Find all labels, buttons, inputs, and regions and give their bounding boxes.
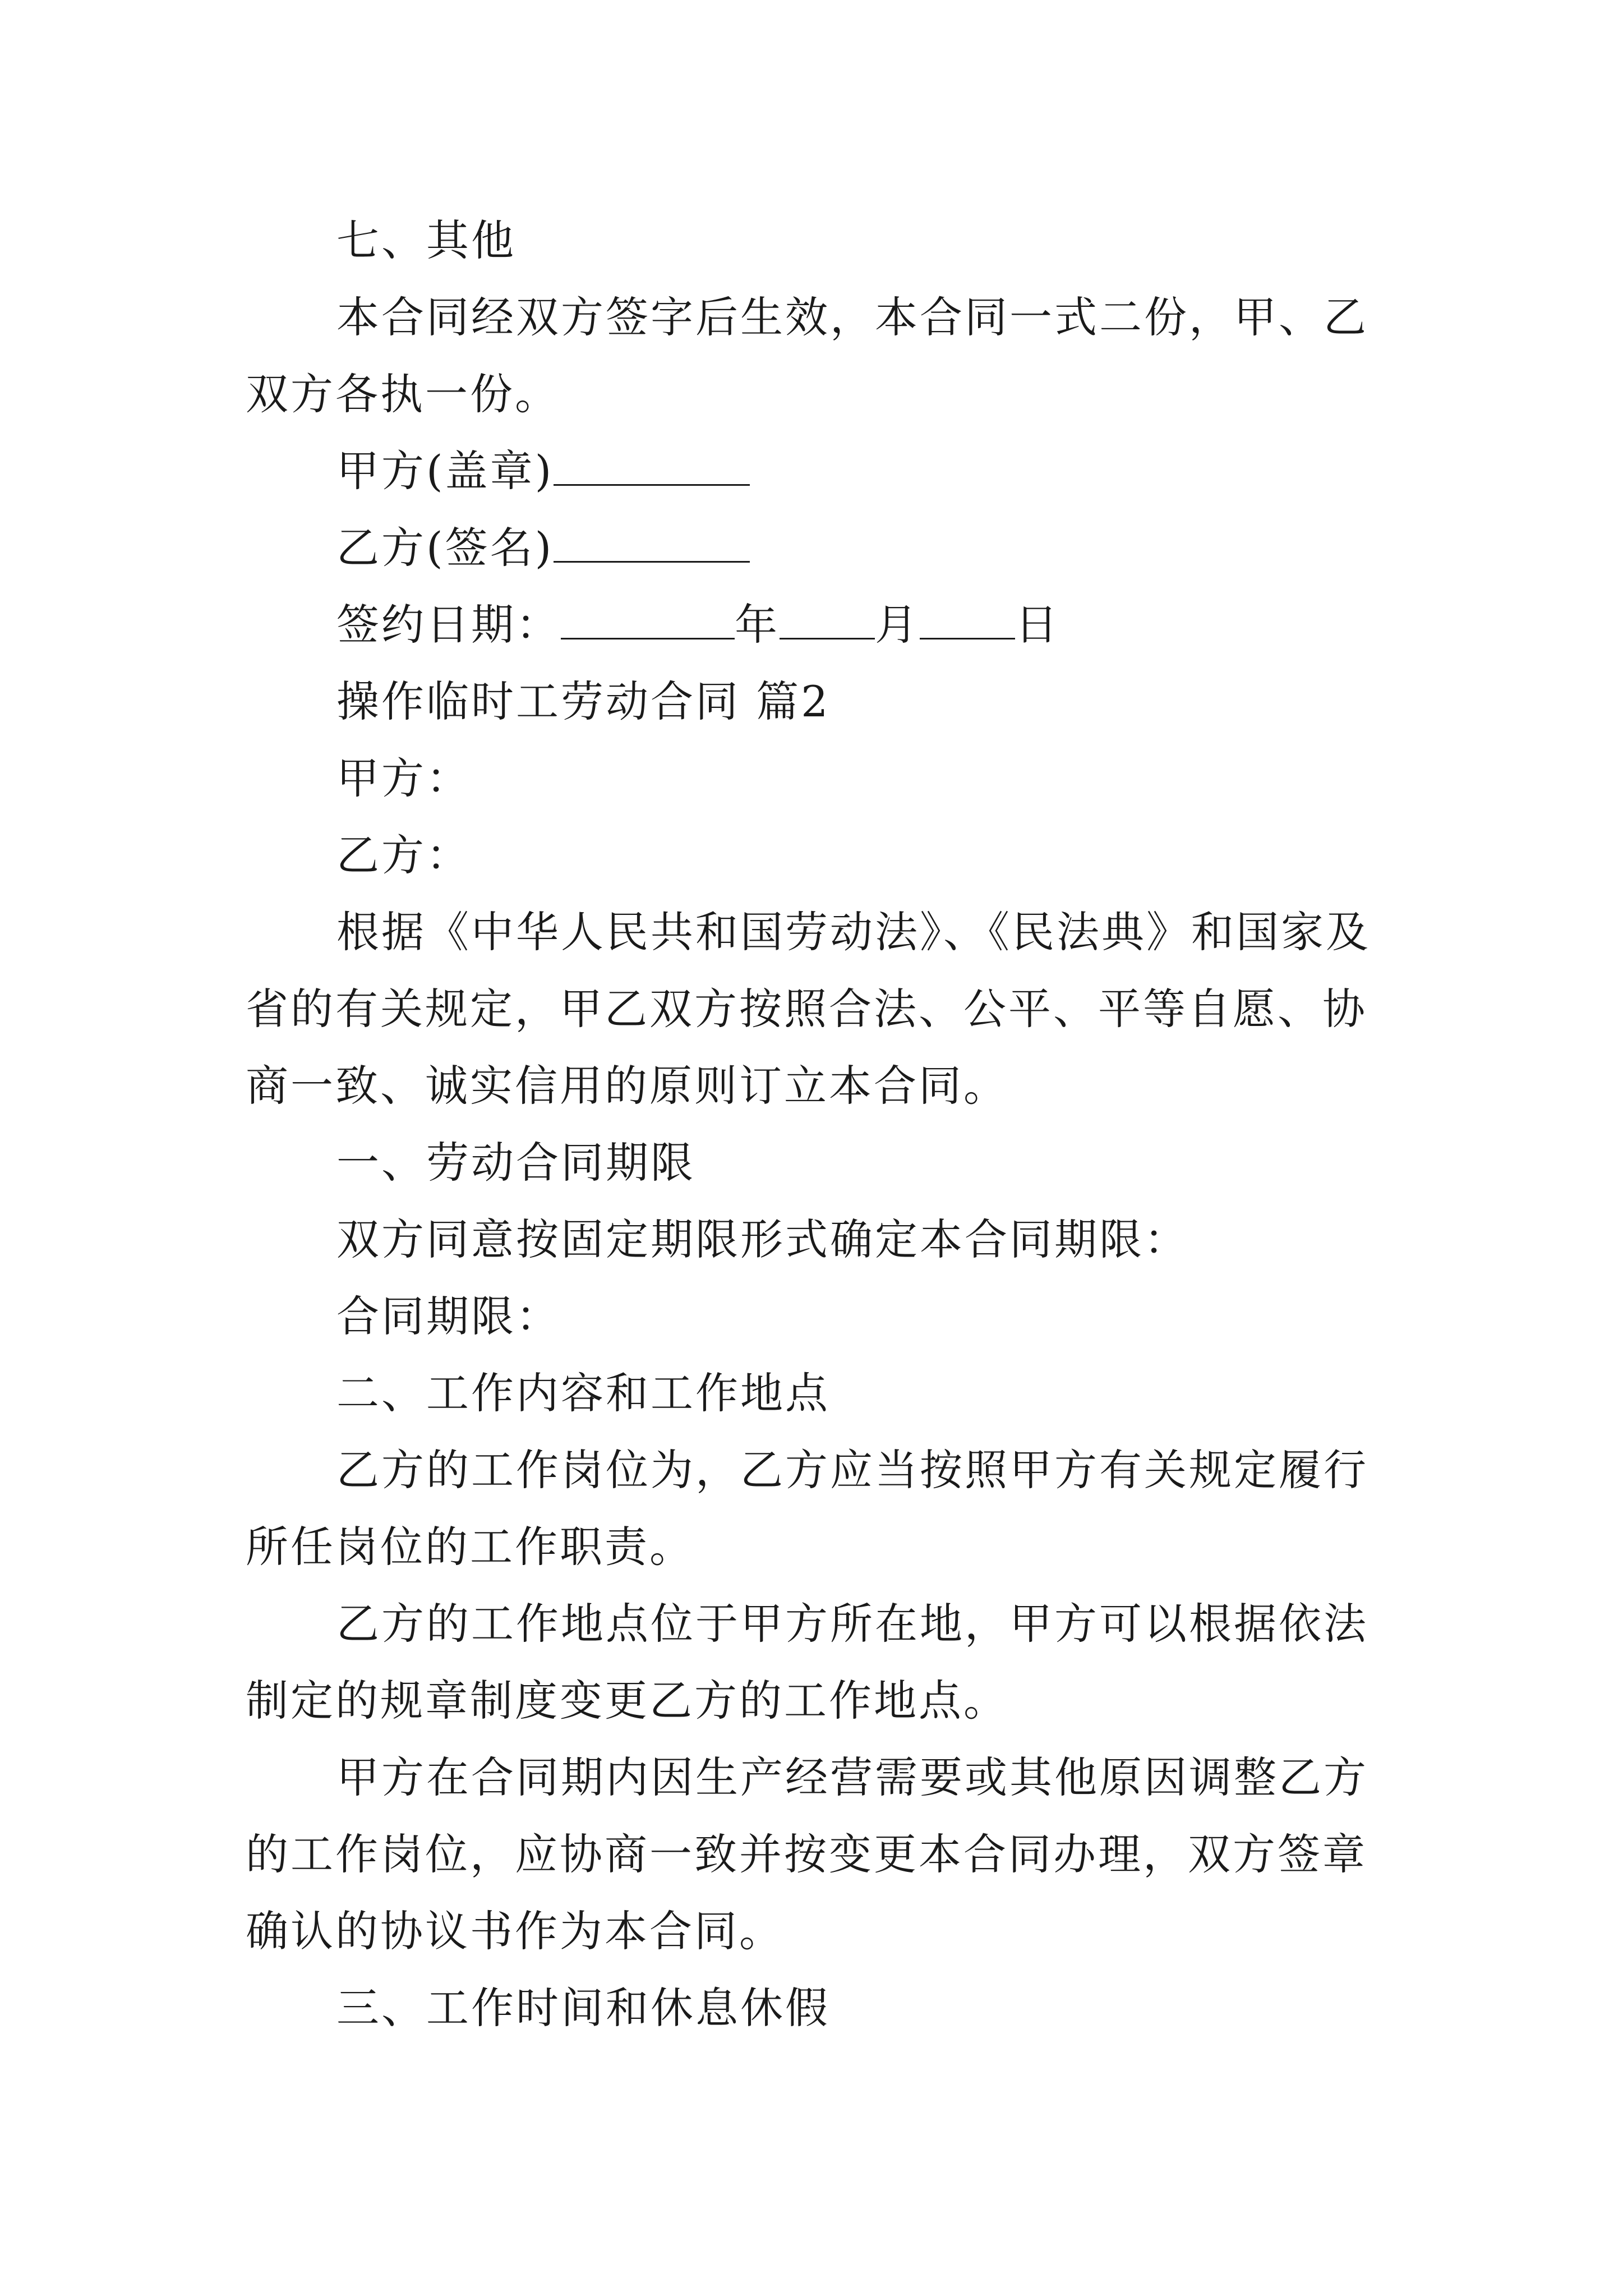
day-label: 日 xyxy=(1015,600,1060,650)
month-label: 月 xyxy=(875,600,920,650)
sign-date-label: 签约日期： xyxy=(336,600,561,650)
party-a-line: 甲方： xyxy=(336,753,471,803)
section-2-paragraph-3: 甲方在合同期内因生产经营需要或其他原因调整乙方的工作岗位，应协商一致并按变更本合同办理，双方签章确认的协议书作为本合同。 xyxy=(246,1752,1368,1956)
party-b-sign-blank xyxy=(554,527,750,563)
party-a-seal-line xyxy=(246,432,1378,509)
party-b-sign-line xyxy=(246,509,1378,586)
year-label: 年 xyxy=(735,600,780,650)
party-a-seal-blank xyxy=(554,450,750,486)
section-2-paragraph-1: 乙方的工作岗位为，乙方应当按照甲方有关规定履行所任岗位的工作职责。 xyxy=(246,1445,1368,1572)
party-b-line: 乙方： xyxy=(336,830,471,880)
document-body xyxy=(246,202,1378,2046)
section-7-heading: 七、其他 xyxy=(336,215,516,265)
year-blank xyxy=(561,604,735,639)
section-1-heading: 一、劳动合同期限 xyxy=(336,1138,695,1188)
party-b-sign-label: 乙方(签名) xyxy=(336,523,554,573)
section-2-heading: 二、工作内容和工作地点 xyxy=(336,1368,830,1418)
section-1-term: 合同期限： xyxy=(336,1291,561,1341)
section-7-body: 本合同经双方签字后生效，本合同一式二份，甲、乙双方各执一份。 xyxy=(246,292,1368,419)
month-blank xyxy=(780,604,875,639)
party-a-seal-label: 甲方(盖章) xyxy=(336,446,554,496)
section-3-heading: 三、工作时间和休息休假 xyxy=(336,1983,830,2033)
section-1-body: 双方同意按固定期限形式确定本合同期限： xyxy=(336,1214,1189,1264)
section-2-paragraph-2: 乙方的工作地点位于甲方所在地，甲方可以根据依法制定的规章制度变更乙方的工作地点。 xyxy=(246,1599,1368,1726)
preamble-paragraph: 根据《中华人民共和国劳动法》、《民法典》和国家及省的有关规定，甲乙双方按照合法、公平、平等自愿、协商一致、诚实信用的原则订立本合同。 xyxy=(246,907,1371,1111)
day-blank xyxy=(920,604,1015,639)
sign-date-line xyxy=(246,586,1378,663)
contract-2-title: 操作临时工劳动合同 篇2 xyxy=(336,677,831,726)
